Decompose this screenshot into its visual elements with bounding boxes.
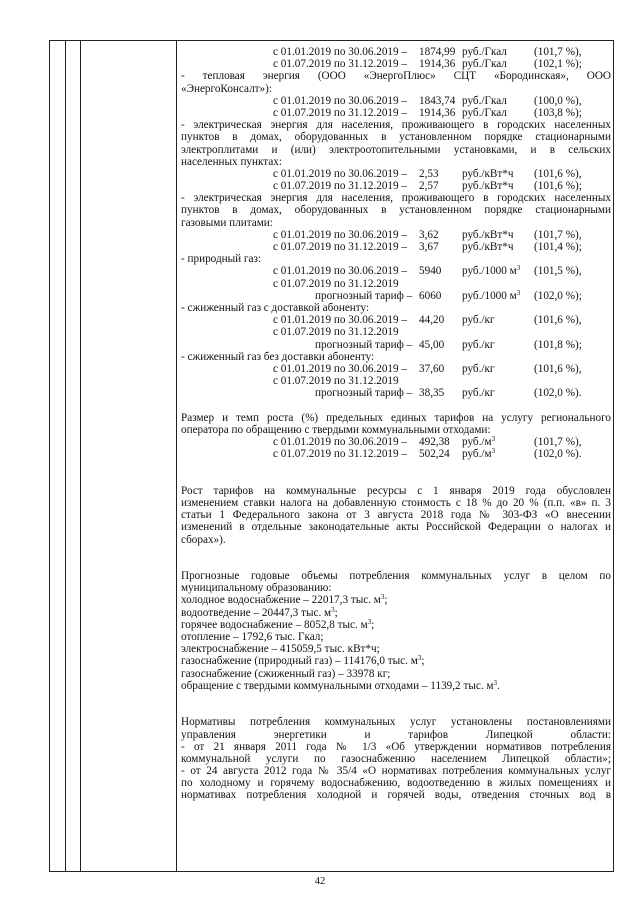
volume-item: газоснабжение (природный газ) – 114176,0 тыс. $м^3$; [181,655,425,668]
lpg-tariff-row [181,363,611,375]
tariff-period: с 01.07.2019 по 31.12.2019 – [273,241,408,253]
tariff-growth: (101,7 %), [534,436,582,448]
electricity-tariff-row [181,229,611,241]
tariff-growth: (100,0 %), [534,94,582,107]
tariff-growth: (101,8 %); [534,338,582,351]
tariff-label: прогнозный тариф – [315,289,413,302]
tariff-growth: (101,6 %), [534,362,582,375]
tariff-growth: (101,6 %), [534,314,582,327]
tariff-unit: руб./кВт*ч [462,180,514,193]
tariff-period: с 01.07.2019 по 31.12.2019 [273,375,399,388]
section-heading: населенных пунктах: [181,155,282,168]
gas-forecast-row [181,290,611,302]
tariff-growth: (101,7 %), [534,46,582,58]
tariff-value: 1843,74 [419,94,456,107]
tariff-unit: руб./кг [462,362,495,375]
electricity-tariff-row [181,168,611,180]
tariff-value: 3,62 [419,228,439,241]
blank-line [181,399,611,411]
waste-tariff-row [181,436,611,448]
waste-tariff-row [181,448,611,460]
tariff-period: с 01.01.2019 по 30.06.2019 – [273,167,408,180]
tariff-period: с 01.07.2019 по 31.12.2019 – [273,58,408,71]
tariff-growth: (101,6 %); [534,180,582,193]
blank-line [181,692,611,704]
heating-tariff-row [181,95,611,107]
volume-item: горячее водоснабжение – 8052,8 тыс. $м^3$; [181,618,375,631]
tariff-value: 44,20 [419,314,445,327]
tariff-unit: $руб./м^3$ [462,447,496,461]
blank-line [181,473,611,485]
section-heading: - природный газ: [181,253,262,266]
tariff-label: прогнозный тариф – [315,387,413,400]
volume-item: обращение с твердыми коммунальными отходами – 1139,2 тыс. $м^3$. [181,679,500,692]
tariff-unit: руб./Гкал [462,46,507,58]
paragraph-line: Размер и темп роста (%) предельных единых тарифов на услугу регионального [181,411,611,424]
tariff-period: с 01.01.2019 по 30.06.2019 – [273,362,408,375]
document-text-cell [181,46,611,802]
electricity-tariff-row [181,180,611,192]
gas-tariff-row [181,265,611,277]
paragraph-line: изменением ставки налога на добавленную стоимость с 18 % до 20 % (п.п. «в» п. 3 [181,496,611,509]
tariff-unit: руб./кВт*ч [462,241,514,253]
tariff-value: 1914,36 [419,106,456,119]
section-heading: «ЭнергоКонсалт»): [181,82,272,95]
paragraph-line: Рост тарифов на коммунальные ресурсы с 1 января 2019 года обусловлен [181,484,611,497]
blank-line [181,546,611,558]
lpg-forecast-row [181,339,611,351]
tariff-unit: руб./Гкал [462,106,507,119]
tariff-growth: (103,8 %); [534,106,582,119]
column-divider-3 [176,40,177,872]
tariff-unit: руб./1000 $м^3$ [462,264,521,278]
tariff-growth: (101,7 %), [534,228,582,241]
tariff-value: 3,67 [419,241,439,253]
column-divider-1 [65,40,66,872]
tariff-unit: $руб./м^3$ [462,435,496,448]
paragraph-line: Нормативы потребления коммунальных услуг установлены постановлениями [181,716,611,729]
volume-item: водоотведение – 20447,3 тыс. $м^3$; [181,606,338,619]
tariff-value: 45,00 [419,338,445,351]
tariff-period: с 01.01.2019 по 30.06.2019 – [273,265,408,278]
section-heading: - электрическая энергия для населения, проживающего в городских населенных [181,119,611,132]
tariff-value: 1874,99 [419,46,456,58]
section-heading: пунктов в домах, оборудованных в установленном порядке стационарными [181,204,611,217]
section-heading: электроплитами и (или) электроотопительными установками, и в сельских [181,143,611,156]
tariff-period: с 01.01.2019 по 30.06.2019 – [273,228,408,241]
paragraph-line: сборах»). [181,533,226,546]
tariff-value: 502,24 [419,448,450,461]
section-heading: газовыми плитами: [181,216,273,229]
tariff-unit: руб./Гкал [462,94,507,107]
lpg-tariff-row [181,314,611,326]
tariff-unit: руб./кг [462,314,495,327]
tariff-unit: руб./Гкал [462,58,507,71]
tariff-period-row [181,375,611,387]
tariff-period: с 01.01.2019 по 30.06.2019 – [273,314,408,327]
paragraph-line: нормативах потребления холодной и горячей воды, отведения сточных вод в [181,789,611,802]
volume-item: отопление – 1792,6 тыс. Гкал; [181,631,324,643]
tariff-unit: руб./кг [462,387,495,400]
paragraph-line: по холодному и горячему водоснабжению, водоотведению в жилых помещениях и [181,777,611,790]
blank-line [181,704,611,716]
section-heading: - сжиженный газ с доставкой абоненту: [181,301,370,314]
tariff-period: с 01.07.2019 по 31.12.2019 – [273,180,408,193]
tariff-value: 38,35 [419,387,445,400]
tariff-unit: руб./кг [462,338,495,351]
tariff-unit: руб./кВт*ч [462,167,514,180]
paragraph-line: - от 24 августа 2012 года № 35/4 «О нормативах потребления коммунальных услуг [181,765,611,778]
tariff-value: 37,60 [419,362,445,375]
blank-line [181,558,611,570]
paragraph-line: управления энергетики и тарифов Липецкой области: [181,728,611,741]
blank-line [181,460,611,472]
tariff-growth: (101,6 %), [534,167,582,180]
tariff-period: с 01.01.2019 по 30.06.2019 – [273,436,408,448]
tariff-growth: (101,4 %); [534,241,582,253]
section-heading: - электрическая энергия для населения, проживающего в городских населенных [181,192,611,205]
heating-tariff-row [181,46,611,58]
volume-item: электроснабжение – 415059,5 тыс. кВт*ч; [181,643,380,656]
tariff-value: 2,57 [419,180,439,193]
paragraph-line: муниципальному образованию: [181,582,332,595]
tariff-period-row [181,278,611,290]
volume-item: газоснабжение (сжиженный газ) – 33978 кг; [181,667,391,680]
tariff-period: с 01.07.2019 по 31.12.2019 [273,277,399,290]
tariff-growth: (102,0 %); [534,289,582,302]
tariff-period: с 01.01.2019 по 30.06.2019 – [273,46,408,58]
tariff-unit: руб./1000 $м^3$ [462,288,521,302]
tariff-growth: (102,1 %); [534,58,582,71]
section-heading: пунктов в домах, оборудованных в установленном порядке стационарными [181,131,611,144]
lpg-forecast-row [181,387,611,399]
tariff-value: 2,53 [419,167,439,180]
tariff-value: 492,38 [419,436,450,448]
tariff-unit: руб./кВт*ч [462,228,514,241]
tariff-period: с 01.07.2019 по 31.12.2019 – [273,106,408,119]
volume-item: холодное водоснабжение – 22017,3 тыс. $м^3$; [181,594,388,607]
column-divider-2 [80,40,81,872]
tariff-period: с 01.07.2019 по 31.12.2019 – [273,448,408,461]
section-heading: - сжиженный газ без доставки абоненту: [181,350,375,363]
heating-tariff-row [181,107,611,119]
tariff-value: 1914,36 [419,58,456,71]
paragraph-line: - от 21 января 2011 года № 1/3 «Об утверждении нормативов потребления [181,740,611,753]
tariff-value: 6060 [419,289,442,302]
tariff-growth: (101,5 %), [534,265,582,278]
tariff-value: 5940 [419,265,442,278]
paragraph-line: изменений в отдельные законодательные акты Российской Федерации о налогах и [181,521,611,534]
tariff-period: с 01.07.2019 по 31.12.2019 [273,326,399,339]
paragraph-line: коммунальной услуги по газоснабжению населением Липецкой области»; [181,752,611,765]
tariff-period: с 01.01.2019 по 30.06.2019 – [273,94,408,107]
heating-tariff-row [181,58,611,70]
paragraph-line: Прогнозные годовые объемы потребления коммунальных услуг в целом по [181,570,611,583]
tariff-period-row [181,326,611,338]
tariff-growth: (102,0 %). [534,387,582,400]
electricity-tariff-row [181,241,611,253]
page-number: 42 [314,876,326,887]
tariff-growth: (102,0 %). [534,448,582,461]
tariff-label: прогнозный тариф – [315,338,413,351]
paragraph-line: статьи 1 Федерального закона от 3 августа 2018 года № 303-ФЗ «О внесении [181,509,611,522]
section-heading: - тепловая энергия (ООО «ЭнергоПлюс» СЦТ «Бородинская», ООО [181,70,611,83]
paragraph-line: оператора по обращению с твердыми коммунальными отходами: [181,423,491,436]
